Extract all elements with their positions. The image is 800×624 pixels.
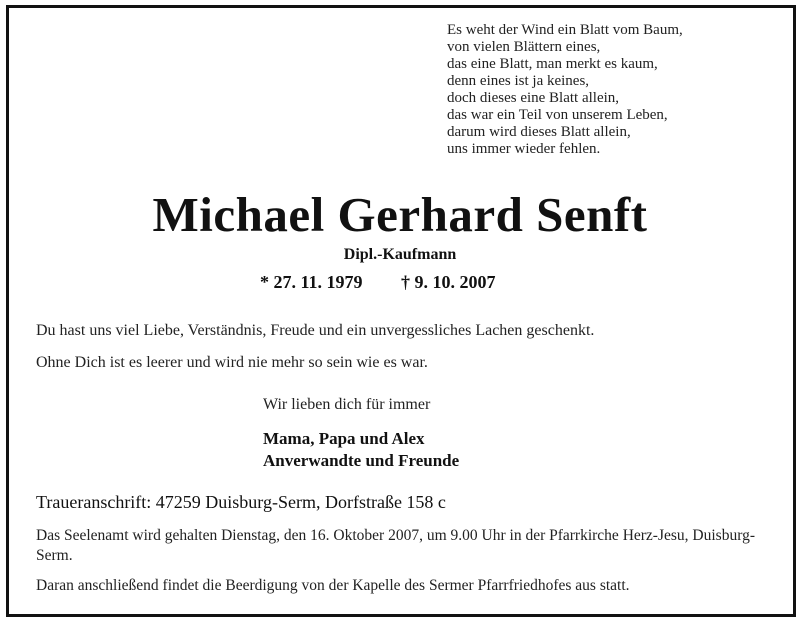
family-line: Anverwandte und Freunde [263,451,460,470]
deceased-name: Michael Gerhard Senft [152,187,648,242]
life-dates [260,272,496,293]
death-date: † 9. 10. 2007 [401,272,496,292]
poem-line: das war ein Teil von unserem Leben, [447,107,668,123]
love-line: Wir lieben dich für immer [263,396,431,413]
poem-line: doch dieses eine Blatt allein, [447,90,620,106]
poem-line: uns immer wieder fehlen. [447,141,601,157]
poem-line: das eine Blatt, man merkt es kaum, [447,56,658,72]
poem [447,22,767,158]
mourning-address: Traueranschrift: 47259 Duisburg-Serm, Dorfstraße 158 c [36,492,446,512]
poem-line: Es weht der Wind ein Blatt vom Baum, [447,22,683,38]
birth-date: * 27. 11. 1979 [260,272,363,292]
family-signature [263,428,459,472]
tribute-text-2: Ohne Dich ist es leerer und wird nie mehr so sein wie es war. [36,354,428,371]
poem-line: denn eines ist ja keines, [447,73,590,89]
family-line: Mama, Papa und Alex [263,429,425,448]
deceased-title: Dipl.-Kaufmann [343,246,457,263]
mass-notice: Das Seelenamt wird gehalten Dienstag, den 16. Oktober 2007, um 9.00 Uhr in der Pfarrkirche Herz-Jesu, Duisburg-Serm. [36,527,755,564]
poem-line: darum wird dieses Blatt allein, [447,124,631,140]
burial-notice: Daran anschließend findet die Beerdigung von der Kapelle des Sermer Pfarrfriedhofes aus statt. [36,577,630,594]
tribute-text-1: Du hast uns viel Liebe, Verständnis, Freude und ein unvergessliches Lachen geschenkt. [36,322,595,339]
poem-line: von vielen Blättern eines, [447,39,601,55]
